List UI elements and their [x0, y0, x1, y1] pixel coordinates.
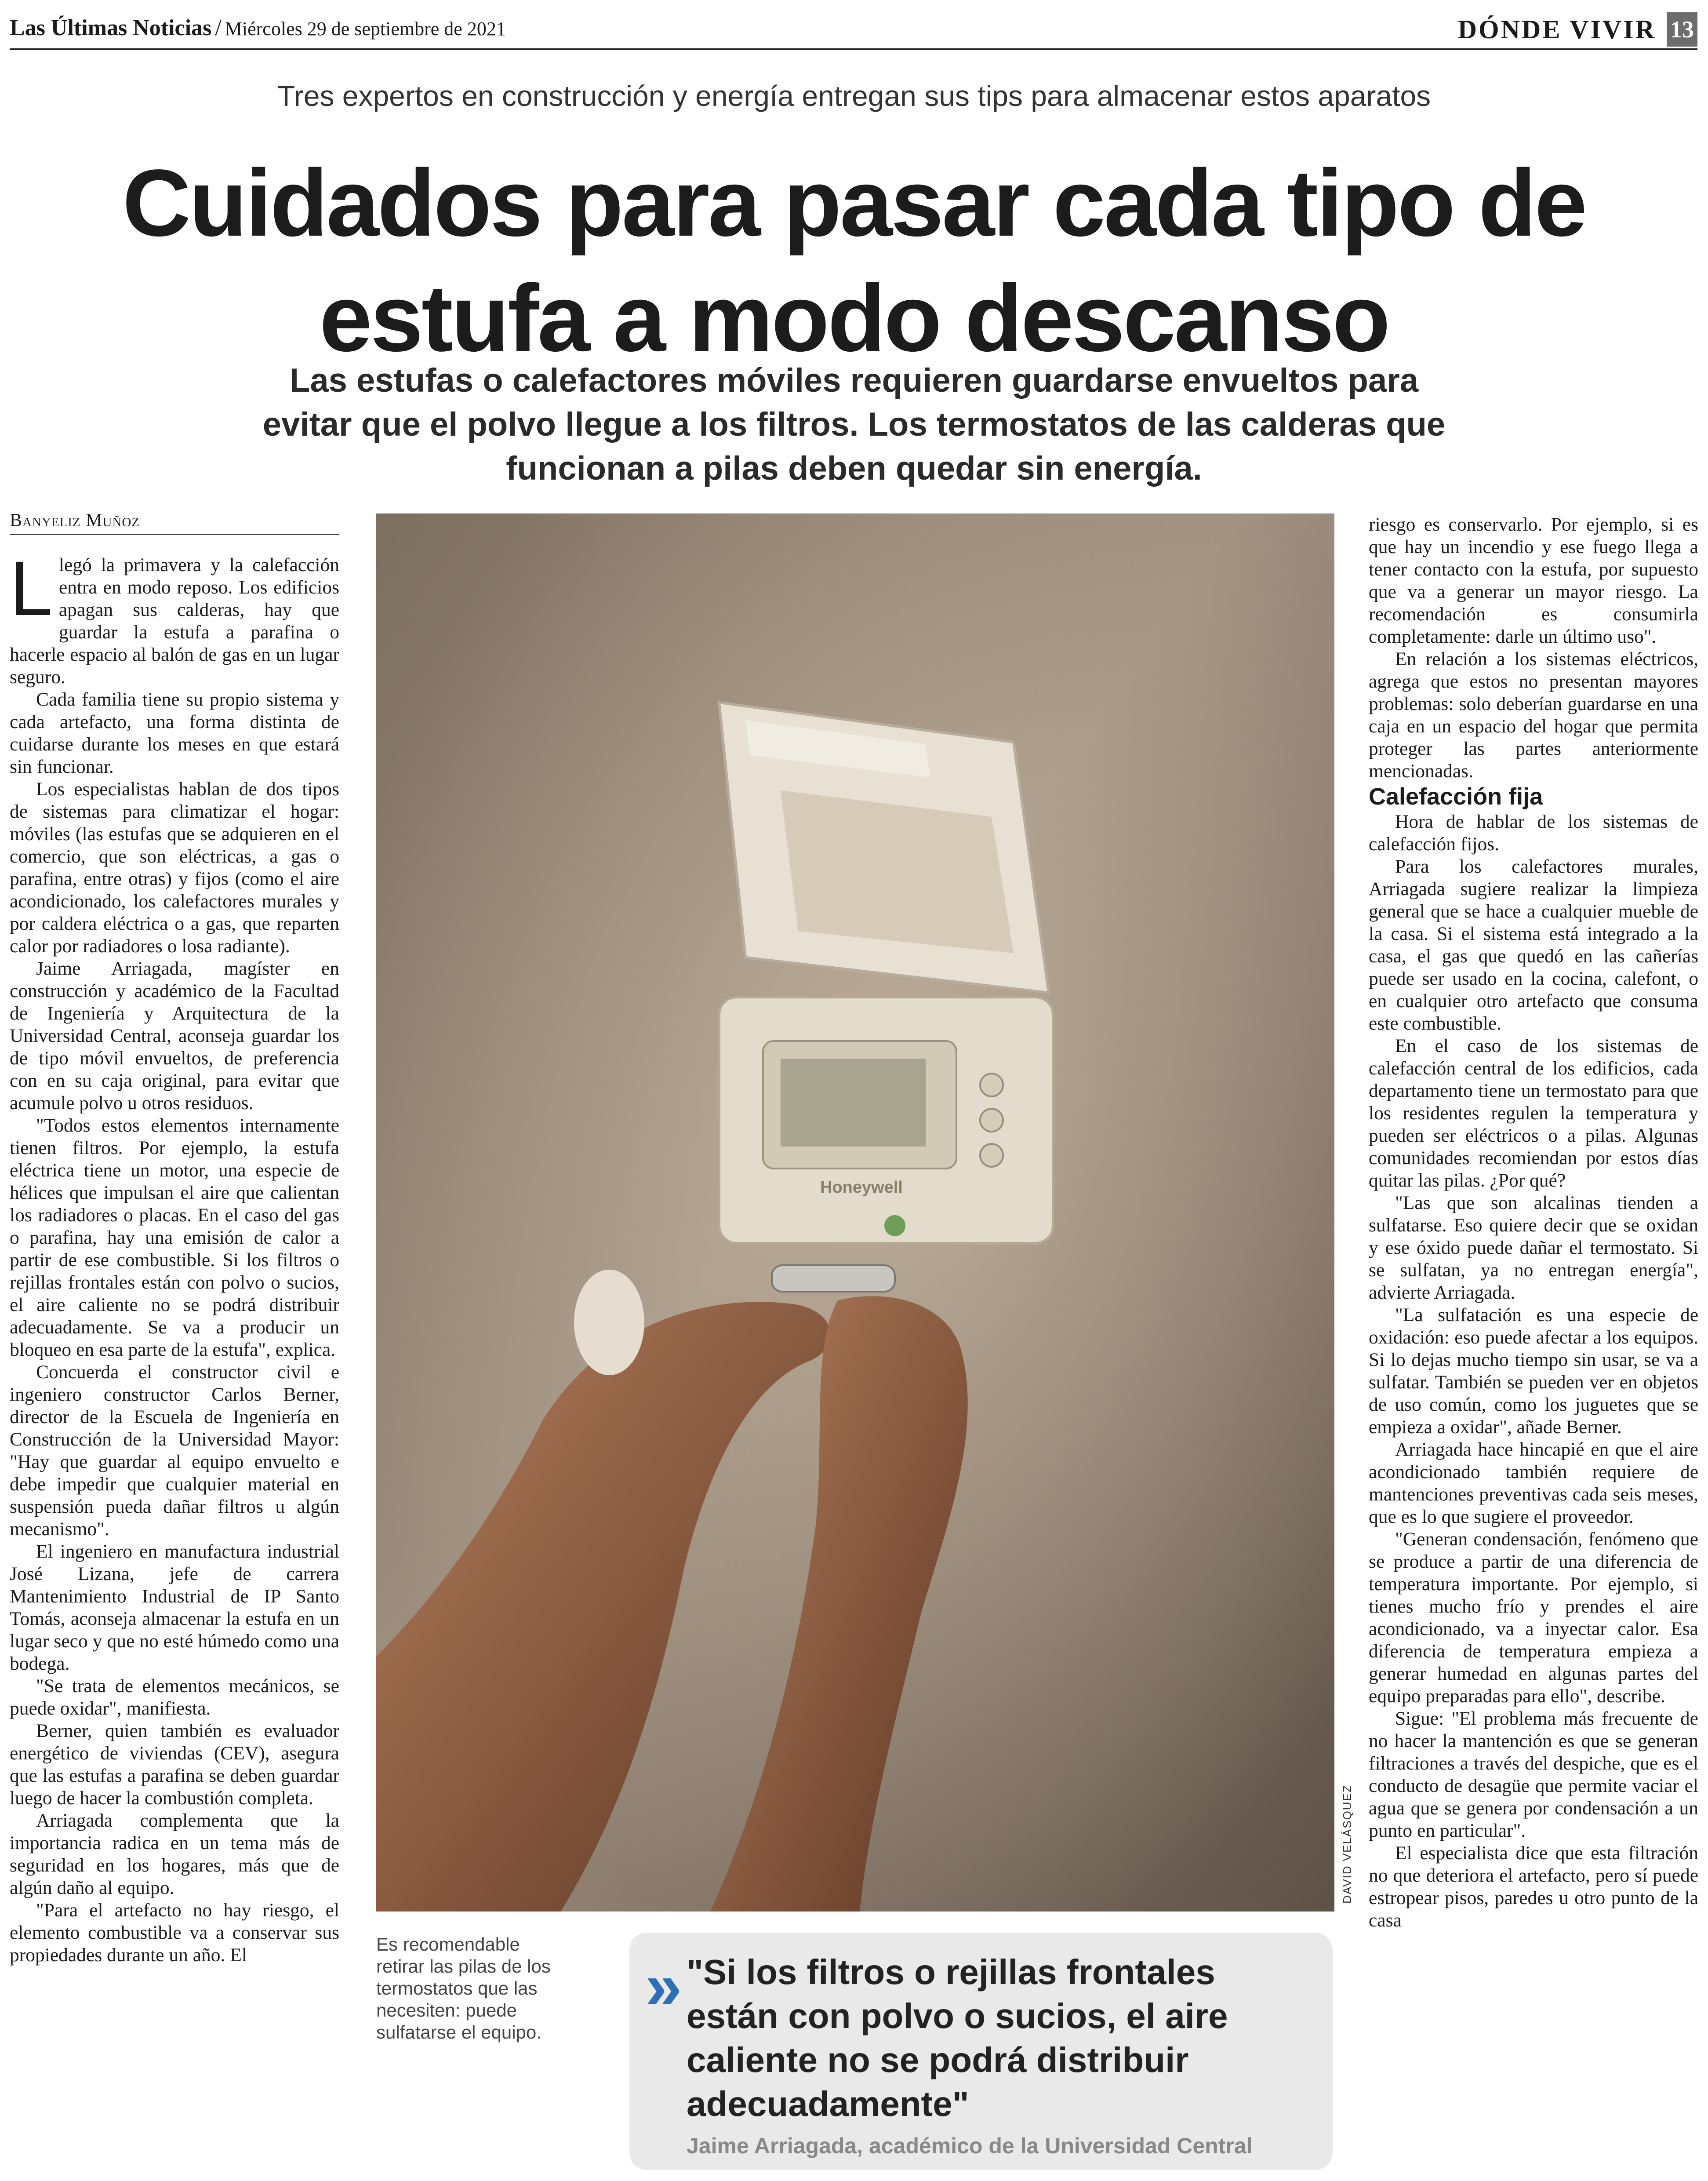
masthead: [10, 12, 1697, 50]
byline-name: Banyeliz Muñoz: [10, 510, 140, 531]
ok-button: [884, 1215, 905, 1236]
issue-date: Miércoles 29 de septiembre de 2021: [225, 18, 506, 40]
newspaper-name: Las Últimas Noticias: [10, 15, 212, 40]
headline-line-1: Cuidados para pasar cada tipo de: [122, 149, 1586, 256]
photo-illustration: [376, 513, 1334, 1912]
paragraph: riesgo es conservarlo. Por ejemplo, si es que hay un incendio y ese fuego llega a tener contacto con la estufa, por supuesto que va a generar un mayor riesgo. La recomendación es consumirla completamente: darle un último uso".: [1369, 514, 1698, 647]
paragraph: En relación a los sistemas eléctricos, agrega que estos no presentan mayores problemas: solo deberían guardarse en una caja en un espacio del hogar que permita proteger las partes anteriormente mencionadas.: [1369, 648, 1698, 782]
thermostat-photo: [376, 513, 1334, 1912]
paragraph: El ingeniero en manufactura industrial José Lizana, jefe de carrera Mantenimiento Industrial de IP Santo Tomás, aconseja almacenar la estufa en un lugar seco y que no esté húmedo como una bodega.: [10, 1541, 339, 1674]
paragraph: Llegó la primavera y la calefacción entra en modo reposo. Los edificios apagan sus calderas, hay que guardar la estufa a parafina o hacerle espacio al balón de gas en un lugar seguro.: [10, 554, 339, 688]
quote-chevron-icon: »: [645, 1949, 682, 2023]
remote-object: [574, 1270, 644, 1375]
page-number: 13: [1667, 12, 1697, 47]
paragraph: Jaime Arriagada, magíster en construcción y académico de la Facultad de Ingeniería y Arquitectura de la Universidad Central, aconseja guardar los de tipo móvil envueltos, de preferencia con en su caja original, para evitar que acumule polvo u otros residuos.: [10, 958, 339, 1114]
paragraph: "Las que son alcalinas tienden a sulfatarse. Eso quiere decir que se oxidan y ese óxido puede dañar el termostato. Si se sulfatan, ya no entregan energía", advierte Arriagada.: [1369, 1192, 1698, 1303]
paragraph: Concuerda el constructor civil e ingeniero constructor Carlos Berner, director de la Escuela de Ingeniería en Construcción de la Universidad Mayor: "Hay que guardar al equipo envuelto e debe impedir que cualquier material en suspensión pueda dañar filtros u algún mecanismo".: [10, 1362, 339, 1540]
masthead-right: [1458, 12, 1697, 47]
paragraph: "Generan condensación, fenómeno que se produce a partir de una diferencia de temperatura importante. Por ejemplo, si tienes mucho frío y prendes el aire acondicionado, va a inyectar calor. Esa diferencia de temperatura empieza a generar humedad en algunas partes del equipo preparadas para ello", describe.: [1369, 1529, 1698, 1707]
paragraph: Para los calefactores murales, Arriagada sugiere realizar la limpieza general que se hace a cualquier mueble de la casa. Si el sistema está integrado a la casa, el gas que quedó en las cañerías puede ser usado en la cocina, calefont, o en cualquier otro artefacto que consuma este combustible.: [1369, 856, 1698, 1034]
pull-quote-text: "Si los filtros o rejillas frontales están con polvo o sucios, el aire caliente no se podrá distribuir adecuadamente": [687, 1952, 1228, 2123]
paragraph: "La sulfatación es una especie de oxidación: eso puede afectar a los equipos. Si lo dejas mucho tiempo sin usar, se va a sulfatar. También se pueden ver en objetos de uso común, como los juguetes que se empieza a oxidar", añade Berner.: [1369, 1304, 1698, 1438]
photo-credit: DAVID VELÁSQUEZ: [1341, 1784, 1354, 1904]
thermostat-button: [980, 1074, 1003, 1096]
dropcap: L: [10, 554, 53, 632]
paragraph: Los especialistas hablan de dos tipos de sistemas para climatizar el hogar: móviles (las estufas que se adquieren en el comercio, que son eléctricas, a gas o parafina, entre otras) y fijos (como el aire acondicionado, los calefactores murales y por caldera eléctrica o a gas, que reparten calor por radiadores o losa radiante).: [10, 779, 339, 957]
article-column-left: [10, 554, 339, 2176]
paragraph: Sigue: "El problema más frecuente de no hacer la mantención es que se generan filtraciones a través del despiche, que es el conducto de desagüe que permite vaciar el agua que se genera por condensación a un punto en particular".: [1369, 1708, 1698, 1841]
paragraph: "Para el artefacto no hay riesgo, el elemento combustible va a conservar sus propiedades durante un año. El: [10, 1900, 339, 1966]
deck: Las estufas o calefactores móviles requieren guardarse envueltos para evitar que el polvo llegue a los filtros. Los termostatos de las calderas que funcionan a pilas deben quedar sin energía.: [262, 362, 1446, 487]
paragraph: Arriagada hace hincapié en que el aire acondicionado también requiere de mantenciones preventivas cada seis meses, que es lo que sugiere el proveedor.: [1369, 1439, 1698, 1527]
paragraph: Hora de hablar de los sistemas de calefacción fijos.: [1369, 811, 1698, 855]
battery: [772, 1265, 895, 1292]
paragraph: En el caso de los sistemas de calefacción central de los edificios, cada departamento tiene un termostato para que los residentes regulen la temperatura y pueden ser eléctricos o a pilas. Algunas comunidades recomiendan por estos días quitar las pilas. ¿Por qué?: [1369, 1035, 1698, 1191]
pull-quote: [629, 1933, 1333, 2170]
pull-quote-attribution: Jaime Arriagada, académico de la Universidad Central: [687, 2134, 1253, 2158]
kicker: Tres expertos en construcción y energía entregan sus tips para almacenar estos aparatos: [277, 80, 1431, 112]
thermostat-button: [980, 1109, 1003, 1132]
masthead-rule: [10, 48, 1697, 50]
brand-logo: Honeywell: [820, 1178, 903, 1197]
paragraph: "Se trata de elementos mecánicos, se puede oxidar", manifiesta.: [10, 1675, 339, 1719]
paragraph: Arriagada complementa que la importancia radica en un tema más de seguridad en los hogares, más que de algún daño al equipo.: [10, 1810, 339, 1898]
byline: [10, 510, 339, 535]
paragraph: "Todos estos elementos internamente tienen filtros. Por ejemplo, la estufa eléctrica tiene un motor, una especie de hélices que impulsan el aire que calientan los radiadores o placas. En el caso del gas o parafina, hay una emisión de calor a partir de ese combustible. Si los filtros o rejillas frontales están con polvo o sucios, el aire caliente no se podrá distribuir adecuadamente. Se va a producir un bloqueo en esa parte de la estufa", explica.: [10, 1115, 339, 1360]
section-name: DÓNDE VIVIR: [1457, 15, 1656, 44]
photo-caption: Es recomendable retirar las pilas de los termostatos que las necesiten: puede sulfatarse el equipo.: [376, 1934, 551, 2043]
thermostat-button: [980, 1144, 1003, 1167]
subheading: Calefacción fija: [1369, 783, 1543, 810]
paragraph: Berner, quien también es evaluador energético de viviendas (CEV), asegura que las estufas a parafina se deben guardar luego de hacer la combustión completa.: [10, 1720, 339, 1809]
headline: [0, 145, 1708, 375]
paragraph: Cada familia tiene su propio sistema y cada artefacto, una forma distinta de cuidarse durante los meses en que estará sin funcionar.: [10, 689, 339, 777]
article-column-right: [1369, 513, 1698, 2176]
paragraph: El especialista dice que esta filtración no que deteriora el artefacto, pero sí puede estropear pisos, paredes u otro punto de la casa: [1369, 1842, 1698, 1931]
headline-line-2: estufa a modo descanso: [319, 265, 1389, 371]
masthead-separator: /: [215, 15, 222, 40]
thermostat-screen: [781, 1059, 926, 1147]
masthead-left: [10, 15, 506, 41]
